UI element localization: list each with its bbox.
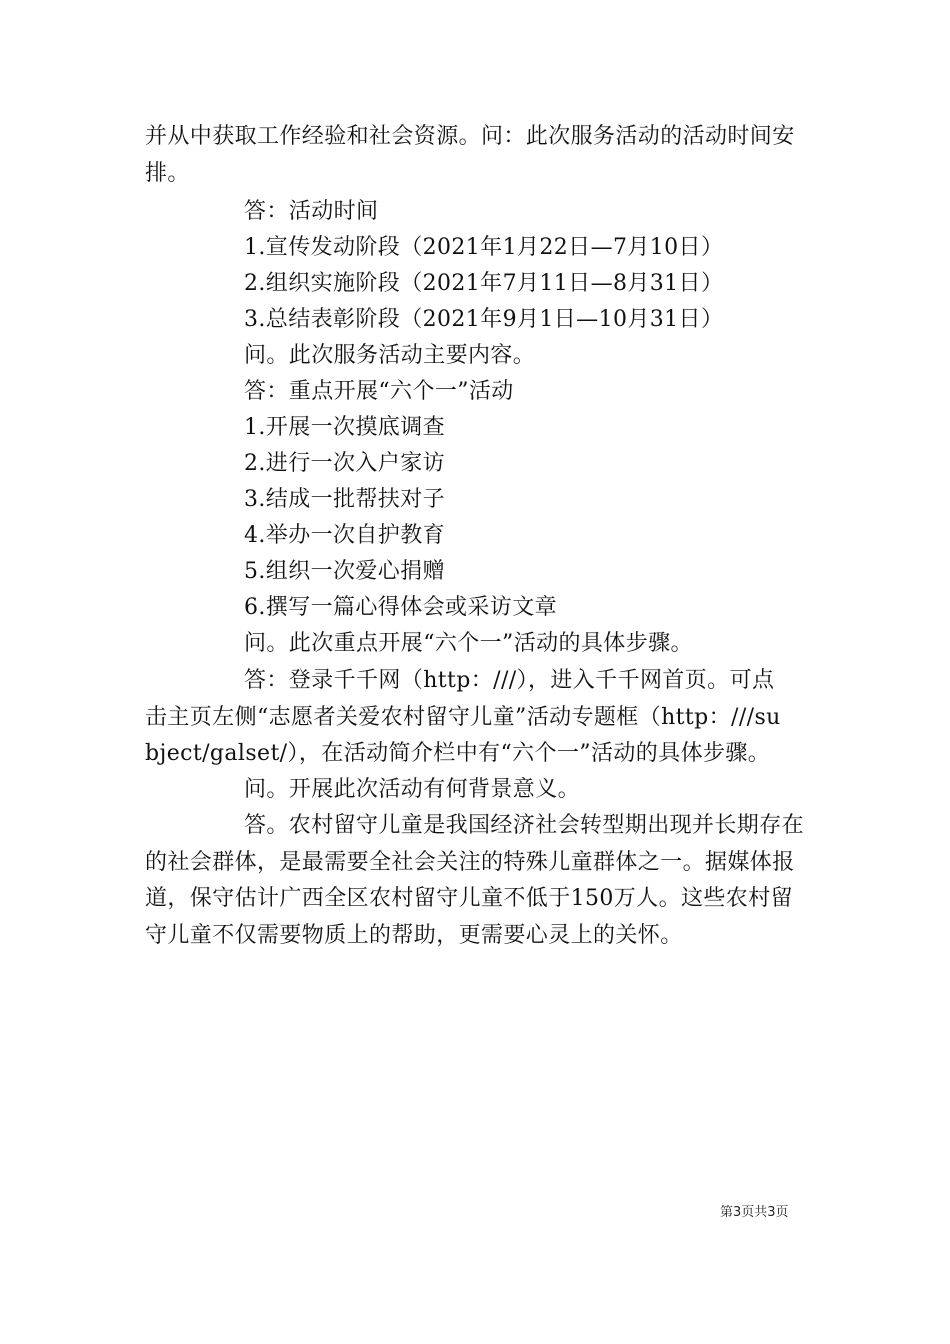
answer-line: 答。农村留守儿童是我国经济社会转型期出现并长期存在	[244, 813, 805, 838]
list-item: 5.组织一次爱心捐赠	[244, 559, 445, 584]
answer-line: 答：登录千千网（http：///），进入千千网首页。可点	[244, 668, 775, 693]
list-item: 2.组织实施阶段（2021年7月11日—8月31日）	[244, 271, 724, 296]
list-item: 1.开展一次摸底调查	[244, 415, 445, 440]
list-item: 4.举办一次自护教育	[244, 523, 445, 548]
list-item: 3.总结表彰阶段（2021年9月1日—10月31日）	[244, 307, 724, 332]
question-line: 问。此次服务活动主要内容。	[244, 343, 536, 368]
answer-heading: 答：活动时间	[244, 199, 379, 224]
paragraph-line: 的社会群体，是最需要全社会关注的特殊儿童群体之一。据媒体报	[145, 850, 795, 875]
question-line: 问。开展此次活动有何背景意义。	[244, 777, 581, 802]
list-item: 2.进行一次入户家访	[244, 451, 445, 476]
question-line: 问。此次重点开展“六个一”活动的具体步骤。	[244, 631, 693, 656]
paragraph-line: 守儿童不仅需要物质上的帮助，更需要心灵上的关怀。	[145, 923, 683, 948]
paragraph-line: bject/galset/），在活动简介栏中有“六个一”活动的具体步骤。	[145, 741, 771, 766]
paragraph-line: 并从中获取工作经验和社会资源。问：此次服务活动的活动时间安	[145, 124, 795, 149]
paragraph-line: 排。	[145, 161, 190, 186]
list-item: 6.撰写一篇心得体会或采访文章	[244, 595, 557, 620]
list-item: 3.结成一批帮扶对子	[244, 487, 445, 512]
paragraph-line: 道，保守估计广西全区农村留守儿童不低于150万人。这些农村留	[145, 886, 793, 911]
answer-heading: 答：重点开展“六个一”活动	[244, 379, 514, 404]
page-number: 第3页共3页	[720, 1205, 789, 1220]
list-item: 1.宣传发动阶段（2021年1月22日—7月10日）	[244, 235, 724, 260]
paragraph-line: 击主页左侧“志愿者关爱农村留守儿童”活动专题框（http：///su	[145, 705, 781, 730]
